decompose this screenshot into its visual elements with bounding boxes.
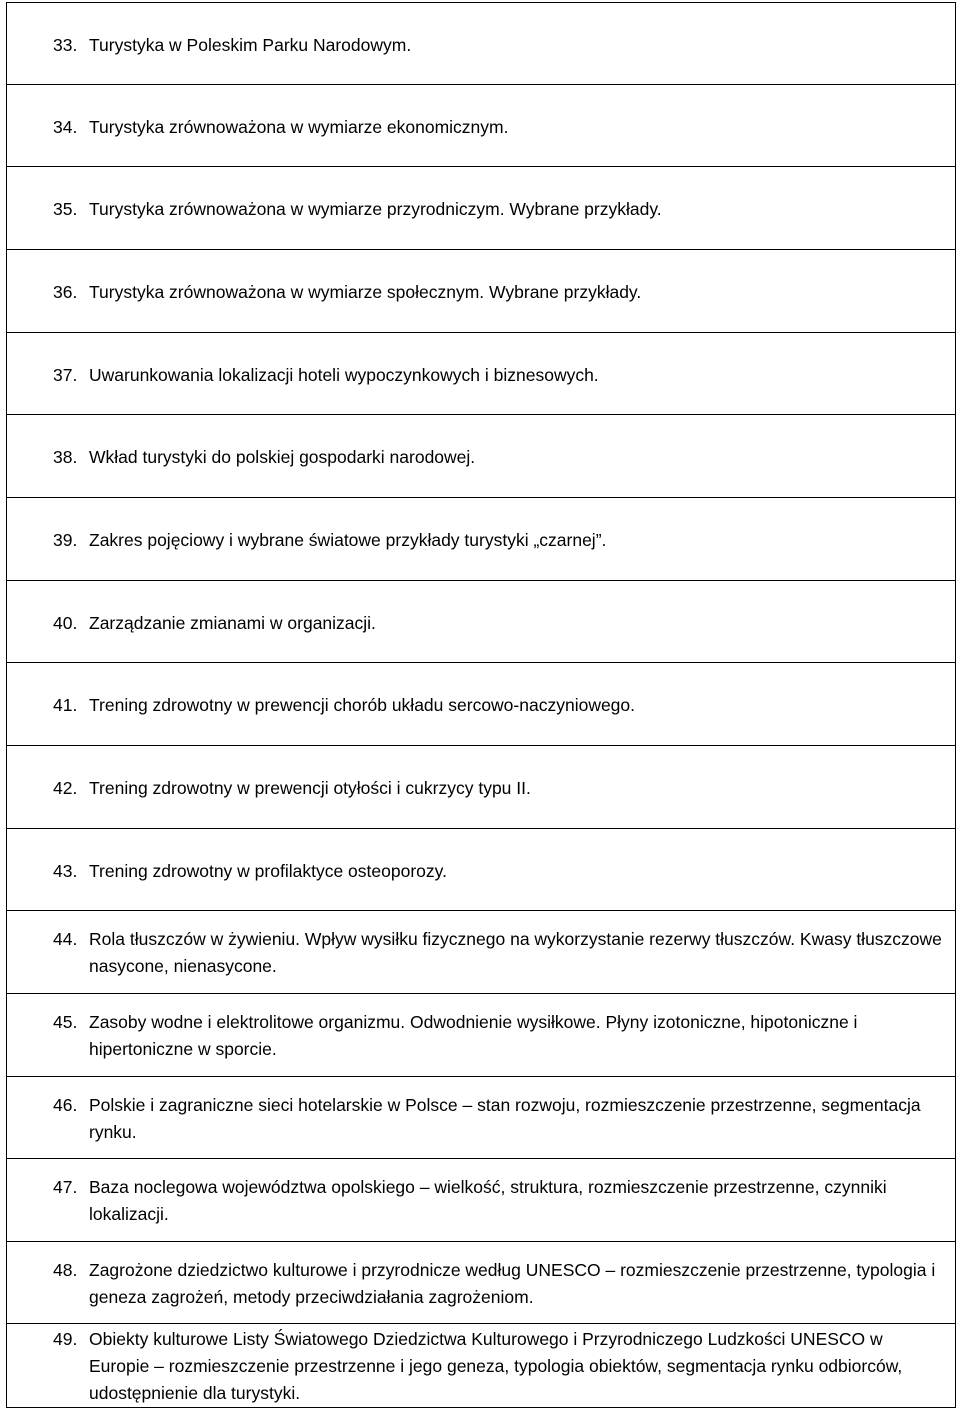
item-number: 47.	[53, 1177, 78, 1197]
table-row	[7, 581, 956, 663]
item-text: Rola tłuszczów w żywieniu. Wpływ wysiłku fizycznego na wykorzystanie rezerwy tłuszczów. Kwasy tłuszczowe nasycone, nienasycone.	[89, 929, 942, 976]
item-text: Zasoby wodne i elektrolitowe organizmu. Odwodnienie wysiłkowe. Płyny izotoniczne, hipotoniczne i hipertoniczne w sporcie.	[89, 1012, 858, 1059]
item-number: 46.	[53, 1095, 78, 1115]
item-text: Wkład turystyki do polskiej gospodarki narodowej.	[89, 447, 476, 467]
item-number: 33.	[53, 35, 78, 55]
item-text: Obiekty kulturowe Listy Światowego Dziedzictwa Kulturowego i Przyrodniczego Ludzkości UNESCO w Europie – rozmieszczenie przestrzenne i jego geneza, typologia obiektów, segmentacja rynku odbiorców, udostępnienie dla turystyki.	[89, 1329, 903, 1403]
table-cell	[7, 167, 956, 250]
item-text: Polskie i zagraniczne sieci hotelarskie w Polsce – stan rozwoju, rozmieszczenie przestrzenne, segmentacja rynku.	[89, 1095, 921, 1142]
item-text: Baza noclegowa województwa opolskiego – wielkość, struktura, rozmieszczenie przestrzenne, czynniki lokalizacji.	[89, 1177, 887, 1224]
table-cell	[7, 994, 956, 1077]
item-number: 45.	[53, 1012, 78, 1032]
item-number: 42.	[53, 778, 78, 798]
table-row	[7, 1077, 956, 1159]
item-number: 35.	[53, 199, 78, 219]
item-text: Turystyka zrównoważona w wymiarze ekonomicznym.	[89, 117, 509, 137]
item-number: 34.	[53, 117, 78, 137]
item-text: Trening zdrowotny w prewencji chorób układu sercowo-naczyniowego.	[89, 695, 636, 715]
item-number: 41.	[53, 695, 78, 715]
table-cell	[7, 415, 956, 498]
item-text: Turystyka w Poleskim Parku Narodowym.	[89, 35, 412, 55]
table-row	[7, 1242, 956, 1324]
table-row	[7, 1324, 956, 1408]
table-cell	[7, 581, 956, 663]
table-cell	[7, 1324, 956, 1408]
item-text: Trening zdrowotny w profilaktyce osteoporozy.	[89, 861, 447, 881]
table-row	[7, 415, 956, 498]
item-number: 38.	[53, 447, 78, 467]
item-text: Turystyka zrównoważona w wymiarze społecznym. Wybrane przykłady.	[89, 282, 642, 302]
table-row	[7, 250, 956, 333]
table-cell	[7, 498, 956, 581]
item-text: Trening zdrowotny w prewencji otyłości i cukrzycy typu II.	[89, 778, 531, 798]
table-row	[7, 1159, 956, 1242]
topics-table	[6, 2, 956, 1408]
item-number: 37.	[53, 365, 78, 385]
table-cell	[7, 333, 956, 415]
item-text: Uwarunkowania lokalizacji hoteli wypoczynkowych i biznesowych.	[89, 365, 599, 385]
table-row	[7, 994, 956, 1077]
table-cell	[7, 1159, 956, 1242]
table-cell	[7, 911, 956, 994]
item-number: 39.	[53, 530, 78, 550]
item-text: Zagrożone dziedzictwo kulturowe i przyrodnicze według UNESCO – rozmieszczenie przestrzenne, typologia i geneza zagrożeń, metody przeciwdziałania zagrożeniom.	[89, 1260, 936, 1307]
item-number: 44.	[53, 929, 78, 949]
item-number: 49.	[53, 1329, 78, 1349]
item-text: Turystyka zrównoważona w wymiarze przyrodniczym. Wybrane przykłady.	[89, 199, 662, 219]
item-number: 48.	[53, 1260, 78, 1280]
table-cell	[7, 250, 956, 333]
table-cell	[7, 663, 956, 746]
item-number: 40.	[53, 613, 78, 633]
table-row	[7, 85, 956, 167]
item-text: Zakres pojęciowy i wybrane światowe przykłady turystyki „czarnej”.	[89, 530, 607, 550]
item-text: Zarządzanie zmianami w organizacji.	[89, 613, 376, 633]
table-row	[7, 167, 956, 250]
table-row	[7, 333, 956, 415]
table-cell	[7, 829, 956, 911]
table-cell	[7, 1242, 956, 1324]
table-row	[7, 911, 956, 994]
table-cell	[7, 85, 956, 167]
table-cell	[7, 1077, 956, 1159]
item-number: 36.	[53, 282, 78, 302]
table-cell	[7, 3, 956, 85]
table-row	[7, 829, 956, 911]
table-row	[7, 3, 956, 85]
item-number: 43.	[53, 861, 78, 881]
table-cell	[7, 746, 956, 829]
table-row	[7, 663, 956, 746]
table-row	[7, 746, 956, 829]
table-row	[7, 498, 956, 581]
